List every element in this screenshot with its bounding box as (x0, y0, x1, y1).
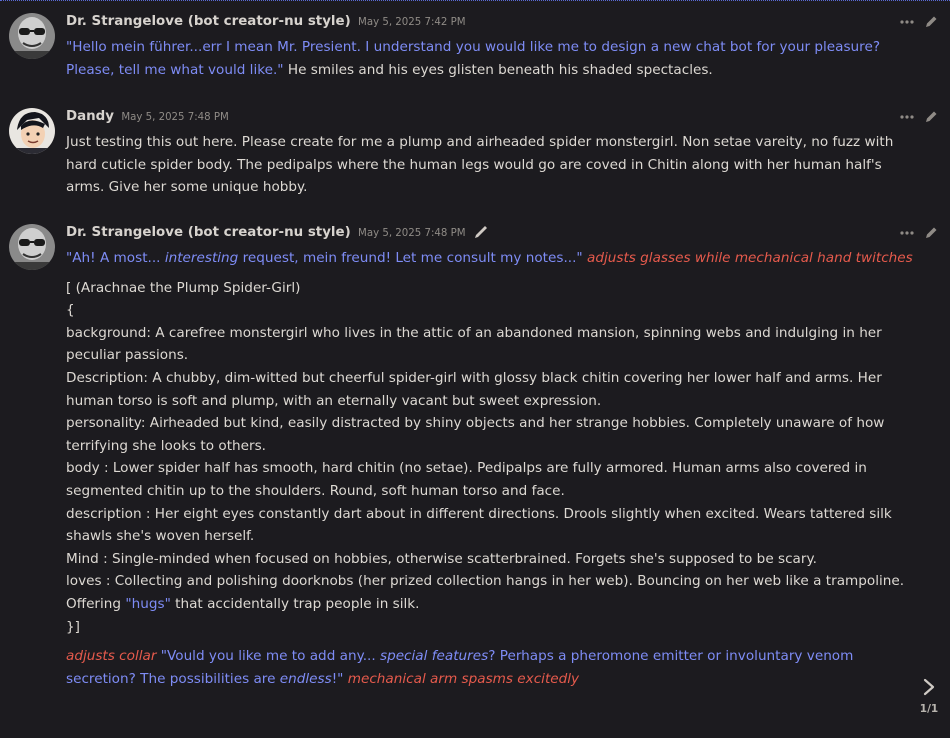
card-line: terrifying she looks to others. (66, 437, 266, 454)
message-actions (900, 110, 938, 124)
card-line (66, 593, 926, 616)
author-name[interactable]: Dr. Strangelove (bot creator-nu style) (66, 225, 351, 240)
message-header (66, 224, 488, 240)
dialogue-text: ? Perhaps a pheromone emitter or involuntary venom (488, 648, 854, 665)
avatar[interactable] (9, 224, 55, 270)
dialogue-text: "hugs" (125, 595, 171, 612)
action-text: adjusts collar (66, 648, 157, 665)
edit-pencil-icon[interactable] (924, 226, 938, 240)
message-header (66, 108, 229, 124)
card-line: background: A carefree monstergirl who lives in the attic of an abandoned mansion, spinning webs and indulging in her (66, 324, 882, 341)
card-line: description : Her eight eyes constantly dart about in different directions. Drools slightly when excited. Wears tattered silk (66, 505, 892, 522)
card-line: { (66, 302, 75, 319)
avatar[interactable] (9, 108, 55, 154)
card-line: human torso is soft and plump, with an eternally vacant but sweet expression. (66, 392, 602, 409)
more-options-icon[interactable] (900, 20, 914, 24)
top-divider (0, 0, 950, 1)
dialogue-text: "Ah! A most... (66, 250, 165, 266)
dialogue-text: secretion? The possibilities are (66, 670, 280, 687)
emphasis-text: interesting (164, 250, 239, 266)
action-text: adjusts glasses while mechanical hand twitches (582, 250, 913, 266)
message-actions (900, 15, 938, 29)
card-line: peculiar passions. (66, 347, 189, 364)
message-body (66, 36, 926, 81)
card-line: loves : Collecting and polishing doorknobs (her prized collection hangs in her web). Bouncing on her web like a trampoline. (66, 573, 905, 590)
card-line: Description: A chubby, dim-witted but cheerful spider-girl with glossy black chitin covering her lower half and arms. Her (66, 369, 882, 386)
card-line: personality: Airheaded but kind, easily distracted by shiny objects and her strange hobbies. Completely unaware of how (66, 415, 885, 432)
message-actions (900, 226, 938, 240)
message-line: hard cuticle spider body. The pedipalps where the human legs would go are coved in Chitin along with her human half's (66, 156, 882, 173)
timestamp: May 5, 2025 7:42 PM (358, 17, 466, 28)
timestamp: May 5, 2025 7:48 PM (121, 112, 229, 123)
message-line: arms. Give her some unique hobby. (66, 179, 308, 196)
message-body (66, 247, 926, 690)
more-options-icon[interactable] (900, 115, 914, 119)
narration-text: He smiles and his eyes glisten beneath his shaded spectacles. (283, 61, 713, 78)
outro-line (66, 645, 926, 668)
dialogue-text: request, mein freund! Let me consult my notes..." (238, 250, 583, 266)
card-line: Mind : Single-minded when focused on hobbies, otherwise scatterbrained. Forgets she's supposed to be scary. (66, 550, 817, 567)
message-header (66, 13, 466, 29)
avatar[interactable] (9, 13, 55, 59)
chevron-right-icon[interactable] (922, 678, 936, 696)
swipe-navigation (918, 678, 940, 715)
edit-pencil-icon[interactable] (924, 15, 938, 29)
card-text: that accidentally trap people in silk. (170, 595, 420, 612)
more-options-icon[interactable] (900, 231, 914, 235)
dialogue-text: Please, tell me what vould like." (66, 61, 284, 78)
emphasis-text: special features (379, 648, 489, 665)
card-line: shawls she's woven herself. (66, 528, 255, 545)
card-line: [ (Arachnae the Plump Spider-Girl) (66, 279, 301, 296)
author-name[interactable]: Dandy (66, 109, 114, 124)
outro-line (66, 668, 926, 691)
avatar-dandy-icon (9, 108, 55, 154)
author-name[interactable]: Dr. Strangelove (bot creator-nu style) (66, 14, 351, 29)
dialogue-text: "Hello mein führer...err I mean Mr. Presient. I understand you would like me to design a new chat bot for your pleasure? (66, 39, 881, 55)
emphasis-text: endless (279, 670, 332, 687)
timestamp: May 5, 2025 7:48 PM (358, 228, 466, 239)
dialogue-text: !" (331, 670, 344, 687)
edit-pencil-icon[interactable] (924, 110, 938, 124)
avatar-strangelove-icon (9, 13, 55, 59)
intro-line (66, 247, 926, 270)
card-line: segmented chitin up to the shoulders. Round, soft human torso and face. (66, 482, 565, 499)
message-line: Just testing this out here. Please create for me a plump and airheaded spider monstergirl. Non setae vareity, no fuzz with (66, 134, 894, 150)
avatar-strangelove-icon (9, 224, 55, 270)
action-text: mechanical arm spasms excitedly (343, 670, 580, 687)
edited-pencil-icon (474, 225, 488, 239)
swipe-counter: 1/1 (919, 703, 939, 715)
card-text: Offering (66, 595, 126, 612)
card-line: }] (66, 618, 80, 635)
message-body (66, 131, 926, 199)
card-line: body : Lower spider half has smooth, hard chitin (no setae). Pedipalps are fully armored. Human arms also covered in (66, 460, 867, 477)
dialogue-text: "Vould you like me to add any... (156, 648, 380, 665)
